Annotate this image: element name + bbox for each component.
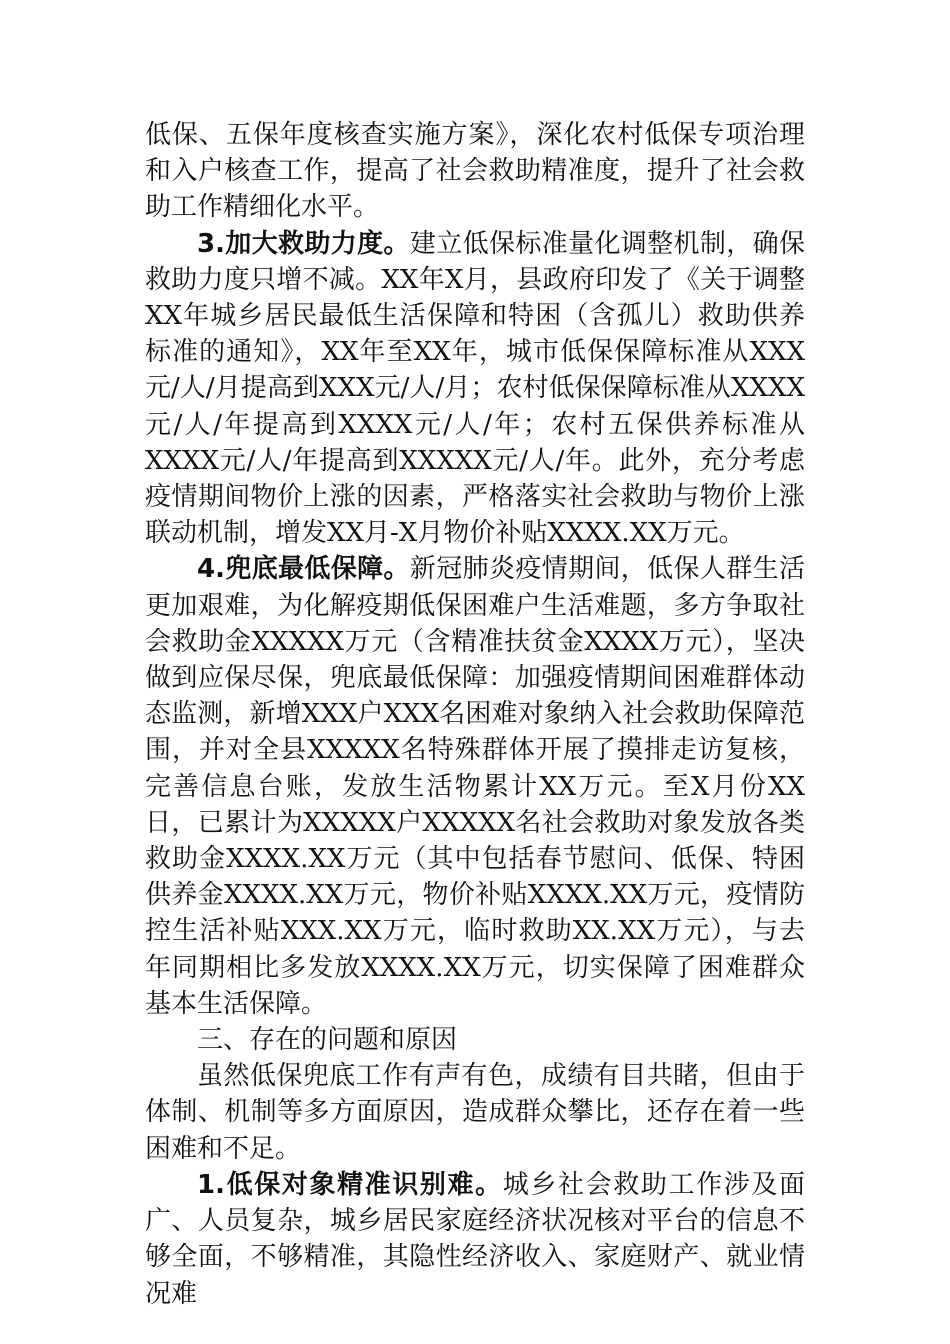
paragraph-item-3: [145, 226, 805, 552]
section-heading-text: 三、存在的问题和原因: [197, 1025, 458, 1056]
paragraph-lead: 4.兜底最低保障。: [197, 554, 410, 585]
paragraph-text: 新冠肺炎疫情期间，低保人群生活更加艰难，为化解疫期低保困难户生活难题，多方争取社会救助金XXXXX万元（含精准扶贫金XXXX万元），坚决做到应保尽保，兜底最低保障：加强疫情期间困难群体动态监测，新增XXX户XXX名困难对象纳入社会救助保障范围，并对全县XXXXX名特殊群体开展了摸排走访复核，完善信息台账，发放生活物累计XX万元。至X月份XX日，已累计为XXXXX户XXXXX名社会救助对象发放各类救助金XXXX.XX万元（其中包括春节慰问、低保、特困供养金XXXX.XX万元，物价补贴XXXX.XX万元，疫情防控生活补贴XXX.XX万元，临时救助XX.XX万元），与去年同期相比多发放XXXX.XX万元，切实保障了困难群众基本生活保障。: [145, 554, 805, 1019]
paragraph-continuation: [145, 117, 805, 226]
paragraph-lead: 1.低保对象精准识别难。: [197, 1169, 503, 1200]
section-heading: [145, 1022, 805, 1058]
paragraph-section-intro: [145, 1058, 805, 1167]
paragraph-lead: 3.加大救助力度。: [197, 228, 410, 259]
document-page: [145, 117, 805, 1312]
paragraph-text: 虽然低保兜底工作有声有色，成绩有目共睹，但由于体制、机制等多方面原因，造成群众攀比，还存在着一些困难和不足。: [145, 1061, 805, 1164]
paragraph-text: 建立低保标准量化调整机制，确保救助力度只增不减。XX年X月，县政府印发了《关于调整XX年城乡居民最低生活保障和特困（含孤儿）救助供养标准的通知》，XX年至XX年，城市低保保障标准从XXX元/人/月提高到XXX元/人/月；农村低保保障标准从XXXX元/人/年提高到XXXX元/人/年；农村五保供养标准从XXXX元/人/年提高到XXXXX元/人/年。此外，充分考虑疫情期间物价上涨的因素，严格落实社会救助与物价上涨联动机制，增发XX月-X月物价补贴XXXX.XX万元。: [145, 228, 805, 549]
paragraph-item-4: [145, 551, 805, 1022]
paragraph-text: 城乡社会救助工作涉及面广、人员复杂，城乡居民家庭经济状况核对平台的信息不够全面，不够精准，其隐性经济收入、家庭财产、就业情况难: [145, 1169, 805, 1309]
paragraph-problem-1: [145, 1167, 805, 1312]
paragraph-text: 低保、五保年度核查实施方案》，深化农村低保专项治理和入户核查工作，提高了社会救助精准度，提升了社会救助工作精细化水平。: [145, 120, 805, 223]
